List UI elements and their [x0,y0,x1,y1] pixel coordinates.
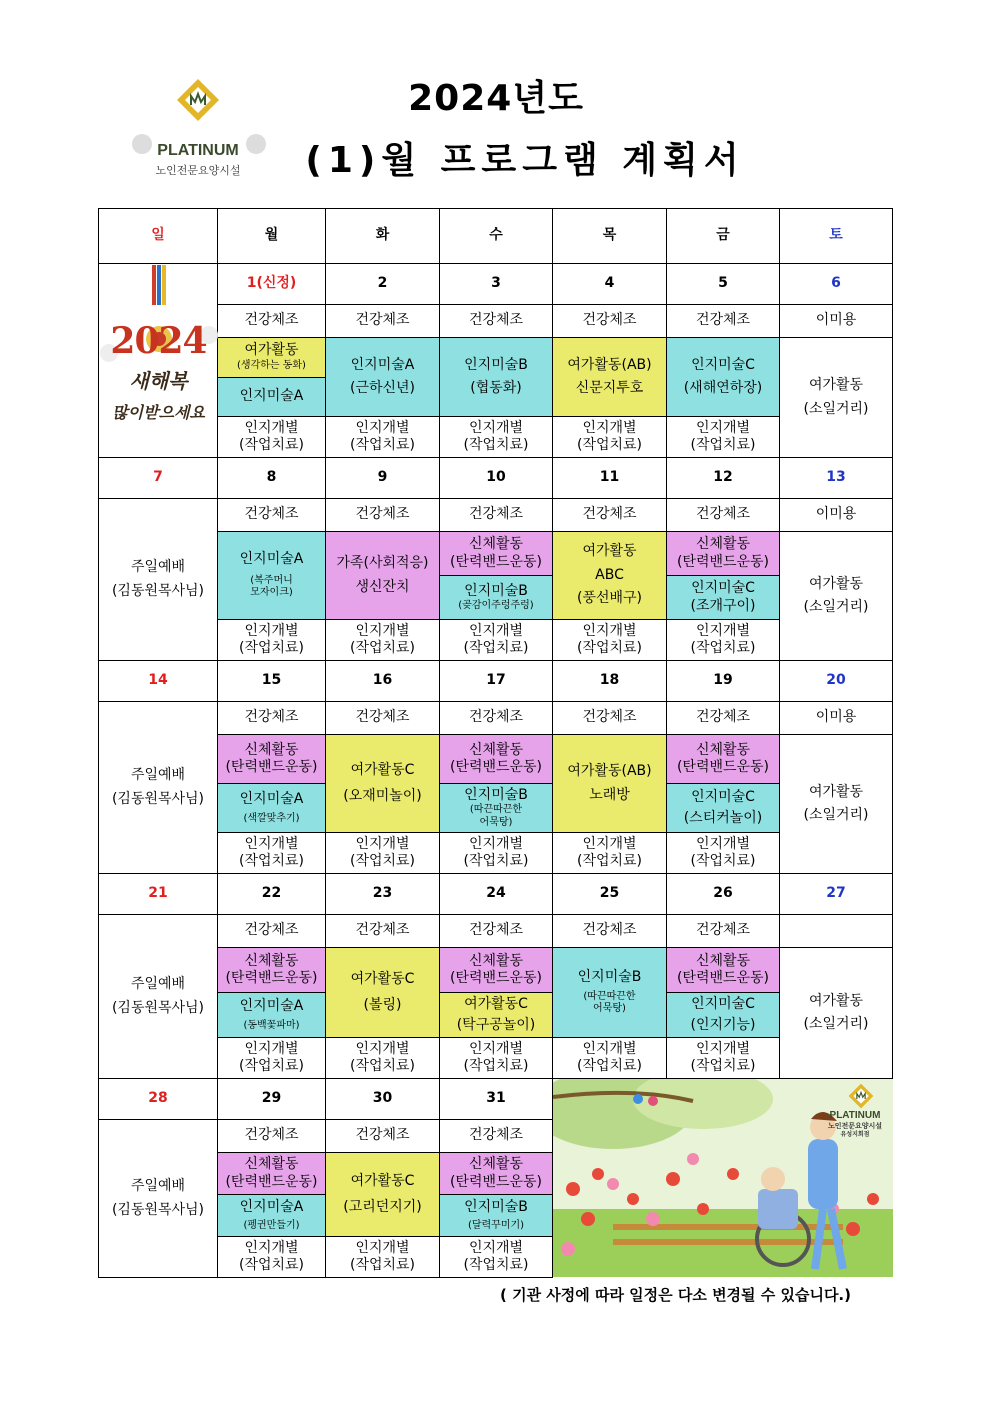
cognitive-label: 인지개별 [468,1040,524,1057]
week3-date-row [99,661,893,702]
cognitive-detail: (작업치료) [463,853,529,869]
date-27: 27 [780,874,893,915]
cognitive-detail: (작업치료) [349,437,416,453]
weekday-thu: 목 [553,209,667,264]
new-year-picture [99,264,218,458]
cognitive-label: 인지개별 [355,419,410,436]
activity-name: 여가활동C [350,762,415,778]
logo-name: PLATINUM [157,142,239,159]
exercise-cell: 건강체조 [218,499,326,532]
activity-name: 여가활동 [808,783,864,800]
cognitive-detail: (작업치료) [238,1058,305,1074]
activity-name: 여가활동 [244,342,299,359]
cognitive-detail: (작업치료) [349,1257,416,1273]
sunday-service-cell [99,499,218,661]
activity-detail: (탄력밴드운동) [676,759,770,775]
picture-logo-sub: 노인전문요양시설 [827,1122,883,1131]
activity-detail: 생신잔치 [355,578,410,595]
logo-subtitle: 노인전문요양시설 [155,164,241,177]
picture-year: 2024 [110,319,207,362]
activity-cell-16 [326,735,440,833]
activity-detail: (소일거리) [803,599,869,615]
date-11: 11 [553,458,667,499]
cognitive-label: 인지개별 [582,419,637,436]
activity-detail: (색깔맞추기) [243,812,300,824]
activity-cell-12 [667,532,780,620]
saturday-activity-cell [780,338,893,458]
activity-detail: (탄력밴드운동) [225,1173,318,1190]
activity-name: 신체활동 [468,741,524,758]
activity-detail: (김동원목사님) [111,999,205,1016]
activity-name: 주일예배 [130,559,186,575]
cognitive-cell [326,1038,440,1079]
cognitive-detail: (작업치료) [690,640,756,656]
date-2: 2 [326,264,440,305]
activity-name: 인지미술B [577,969,642,986]
cognitive-cell [440,417,553,458]
weekday-sun: 일 [99,209,218,264]
date-10: 10 [440,458,553,499]
cognitive-detail: (작업치료) [349,1058,416,1074]
activity-cell-25 [553,948,667,1038]
exercise-cell: 건강체조 [667,305,780,338]
cognitive-detail: (작업치료) [576,853,643,869]
cognitive-detail: (작업치료) [576,640,643,656]
cognitive-label: 인지개별 [695,1040,751,1057]
cognitive-label: 인지개별 [244,1239,299,1256]
activity-name: 여가활동C [464,995,528,1012]
activity-cell-23 [326,948,440,1038]
activity-name: 인지미술A [239,551,304,568]
exercise-cell: 건강체조 [218,702,326,735]
cognitive-detail: (작업치료) [349,853,416,869]
activity-detail: (복주머니 [250,574,293,586]
activity-detail: (탁구공놀이) [456,1017,536,1033]
cognitive-cell [218,833,326,874]
date-28: 28 [99,1079,218,1120]
activity-detail: (김동원목사님) [111,790,205,807]
monthly-program-table [98,208,893,1278]
activity-name: 인지미술B [464,582,528,599]
cognitive-cell [553,620,667,661]
date-5: 5 [667,264,780,305]
date-14: 14 [99,661,218,702]
activity-cell-17 [440,735,553,833]
activity-detail: 노래방 [589,786,630,803]
activity-detail: (탄력밴드운동) [449,1173,543,1190]
date-25: 25 [553,874,667,915]
cognitive-cell [440,1237,553,1278]
activity-name: 인지미술C [691,995,755,1012]
cognitive-label: 인지개별 [468,622,524,639]
date-31: 31 [440,1079,553,1120]
activity-name: 인지미술C [691,580,755,596]
empty-cell [780,915,893,948]
sunday-service-cell [99,702,218,874]
activity-detail: 어묵탕) [479,816,513,828]
activity-name: 가족(사회적응) [336,555,429,571]
cognitive-label: 인지개별 [695,622,751,639]
activity-cell-18 [553,735,667,833]
activity-cell-11 [553,532,667,620]
cognitive-label: 인지개별 [695,419,751,436]
date-17: 17 [440,661,553,702]
cognitive-label: 인지개별 [468,1239,524,1256]
cognitive-detail: (작업치료) [349,640,416,656]
activity-name: 여가활동(AB) [567,763,652,779]
cognitive-cell [553,417,667,458]
date-18: 18 [553,661,667,702]
date-1: 1(신정) [218,264,326,305]
activity-name: 여가활동(AB) [567,356,652,373]
activity-detail: (탄력밴드운동) [225,970,318,986]
cognitive-detail: (작업치료) [576,1058,643,1074]
caregiver-picture [553,1079,893,1278]
activity-cell-5 [667,338,780,417]
activity-detail: (스티커놀이) [683,810,763,826]
activity-name: 신체활동 [695,952,751,969]
activity-cell-30 [326,1153,440,1237]
date-13: 13 [780,458,893,499]
cognitive-detail: (작업치료) [690,1058,756,1074]
date-9: 9 [326,458,440,499]
exercise-cell: 건강체조 [218,305,326,338]
cognitive-detail: (작업치료) [238,640,305,656]
picture-greeting-1: 새해복 [129,368,188,393]
cognitive-label: 인지개별 [468,419,524,436]
activity-cell-19 [667,735,780,833]
activity-name: 신체활동 [695,741,751,758]
cognitive-detail: (작업치료) [238,437,305,453]
activity-cell-10 [440,532,553,620]
activity-detail: (탄력밴드운동) [676,553,770,570]
activity-detail: (오재미놀이) [343,787,422,804]
cognitive-cell [218,620,326,661]
activity-detail: (탄력밴드운동) [449,759,543,775]
activity-detail: (탄력밴드운동) [225,759,318,775]
date-29: 29 [218,1079,326,1120]
picture-greeting-2: 많이받으세요 [112,402,205,422]
activity-name: 신체활동 [468,1156,524,1172]
exercise-cell: 건강체조 [553,305,667,338]
activity-cell-31 [440,1153,553,1237]
date-30: 30 [326,1079,440,1120]
activity-name: 인지미술B [464,1198,528,1215]
haircut-cell: 이미용 [780,702,893,735]
activity-name: 신체활동 [468,952,524,969]
exercise-cell: 건강체조 [667,915,780,948]
cognitive-cell [326,620,440,661]
activity-detail: (따끈따끈한 [583,990,636,1002]
activity-name: 인지미술A [239,388,304,404]
cognitive-label: 인지개별 [355,835,410,852]
cognitive-label: 인지개별 [582,1040,637,1057]
activity-detail: (소일거리) [803,400,869,417]
picture-logo-diamond-icon [848,1083,874,1109]
date-21: 21 [99,874,218,915]
date-23: 23 [326,874,440,915]
activity-name: 주일예배 [130,976,186,992]
activity-detail: (펭귄만들기) [243,1220,300,1231]
activity-cell-8 [218,532,326,620]
activity-detail: (새해연하장) [683,380,763,396]
exercise-cell: 건강체조 [218,1120,326,1153]
week5-date-row [99,1079,893,1120]
activity-detail: (김동원목사님) [111,582,205,599]
exercise-cell: 건강체조 [218,915,326,948]
cognitive-detail: (작업치료) [690,437,756,453]
exercise-cell: 건강체조 [440,499,553,532]
activity-detail: (따끈따끈한 [469,804,523,816]
activity-name: 인지미술A [239,998,304,1014]
activity-cell-15 [218,735,326,833]
cognitive-cell [553,833,667,874]
cognitive-cell [667,833,780,874]
caregiver-illustration-icon [553,1079,893,1277]
haircut-cell: 이미용 [780,499,893,532]
date-26: 26 [667,874,780,915]
cognitive-label: 인지개별 [582,622,637,639]
cognitive-cell [440,833,553,874]
activity-detail: (소일거리) [803,807,869,823]
date-22: 22 [218,874,326,915]
activity-name: 인지미술A [350,356,415,373]
activity-name: 인지미술B [464,356,528,373]
exercise-cell: 건강체조 [667,499,780,532]
activity-detail: (달력꾸미기) [467,1220,525,1231]
cognitive-detail: (작업치료) [463,1058,529,1074]
week4-date-row [99,874,893,915]
cognitive-cell [326,833,440,874]
exercise-cell: 건강체조 [667,702,780,735]
sunday-service-cell [99,1120,218,1278]
activity-cell-3 [440,338,553,417]
activity-cell-2 [326,338,440,417]
exercise-cell: 건강체조 [326,1120,440,1153]
activity-detail: (탄력밴드운동) [449,970,543,986]
activity-name: 신체활동 [468,536,524,552]
week1-date-row [99,264,893,305]
date-12: 12 [667,458,780,499]
exercise-cell: 건강체조 [440,915,553,948]
activity-cell-4 [553,338,667,417]
cognitive-cell [218,417,326,458]
activity-name: 인지미술C [691,356,755,373]
activity-detail: (풍선배구) [576,590,643,607]
date-24: 24 [440,874,553,915]
saturday-activity-cell [780,735,893,874]
activity-detail: (고리던지기) [343,1198,422,1215]
sunday-service-cell [99,915,218,1079]
activity-cell-24 [440,948,553,1038]
date-16: 16 [326,661,440,702]
year-title: 2024년도 [408,78,584,119]
date-20: 20 [780,661,893,702]
activity-name: 인지미술A [239,791,304,807]
cognitive-detail: (작업치료) [576,437,643,453]
activity-detail: (볼링) [363,996,402,1013]
cognitive-detail: (작업치료) [238,853,305,869]
cognitive-detail: (작업치료) [463,640,529,656]
activity-name: 신체활동 [244,1156,299,1172]
haircut-cell: 이미용 [780,305,893,338]
activity-name: 인지미술A [239,1198,304,1215]
cognitive-label: 인지개별 [468,835,524,852]
cognitive-cell [440,1038,553,1079]
cognitive-label: 인지개별 [244,622,299,639]
activity-cell-1 [218,338,326,417]
activity-detail: (생각하는 동화) [237,359,306,371]
exercise-cell: 건강체조 [440,702,553,735]
cognitive-detail: (작업치료) [690,853,756,869]
activity-name: 주일예배 [130,1178,186,1194]
exercise-cell: 건강체조 [326,702,440,735]
activity-name: 신체활동 [244,952,299,969]
activity-name: 신체활동 [244,741,299,758]
activity-detail: 모자이크) [250,587,293,599]
cognitive-detail: (작업치료) [238,1257,305,1273]
activity-name: 여가활동C [350,971,415,987]
cognitive-label: 인지개별 [695,835,751,852]
cognitive-label: 인지개별 [244,419,299,436]
activity-detail: (소일거리) [803,1016,869,1032]
weekday-header-row [99,209,893,264]
picture-logo-sub2: 유성지회점 [840,1131,870,1139]
weekday-tue: 화 [326,209,440,264]
date-8: 8 [218,458,326,499]
activity-cell-22 [218,948,326,1038]
plan-title: (1)월 프로그램 계획서 [305,140,745,181]
picture-logo-name: PLATINUM [829,1110,881,1122]
activity-name: 여가활동 [808,992,864,1009]
activity-detail: (곶감이주렁주렁) [458,600,534,611]
exercise-cell: 건강체조 [440,305,553,338]
cognitive-label: 인지개별 [355,1040,410,1057]
cognitive-cell [218,1038,326,1079]
activity-detail: ABC [595,566,624,583]
exercise-cell: 건강체조 [326,915,440,948]
activity-name: 여가활동 [808,377,864,393]
weekday-mon: 월 [218,209,326,264]
cognitive-label: 인지개별 [355,1239,410,1256]
exercise-cell: 건강체조 [553,702,667,735]
weekday-sat: 토 [780,209,893,264]
activity-name: 인지미술B [464,786,528,803]
activity-detail: 신문지투호 [575,380,644,396]
activity-detail: (근하신년) [349,380,416,396]
cognitive-cell [326,1237,440,1278]
cognitive-cell [326,417,440,458]
exercise-cell: 건강체조 [326,305,440,338]
cognitive-cell [553,1038,667,1079]
exercise-cell: 건강체조 [553,499,667,532]
date-4: 4 [553,264,667,305]
activity-name: 주일예배 [130,767,186,783]
schedule-change-note: ( 기관 사정에 따라 일정은 다소 변경될 수 있습니다.) [500,1286,851,1304]
exercise-cell: 건강체조 [440,1120,553,1153]
date-19: 19 [667,661,780,702]
activity-name: 여가활동 [582,543,637,560]
exercise-cell: 건강체조 [326,499,440,532]
cognitive-label: 인지개별 [244,835,299,852]
activity-name: 여가활동C [350,1173,415,1189]
activity-detail: (탄력밴드운동) [676,970,770,986]
cognitive-label: 인지개별 [244,1040,299,1057]
cognitive-cell [218,1237,326,1278]
cognitive-cell [667,417,780,458]
activity-cell-26 [667,948,780,1038]
exercise-cell: 건강체조 [553,915,667,948]
cognitive-detail: (작업치료) [463,437,529,453]
cognitive-detail: (작업치료) [463,1257,529,1273]
weekday-fri: 금 [667,209,780,264]
weekday-wed: 수 [440,209,553,264]
activity-name: 인지미술C [691,788,755,805]
week2-date-row [99,458,893,499]
date-6: 6 [780,264,893,305]
date-15: 15 [218,661,326,702]
saturday-activity-cell [780,532,893,661]
saturday-activity-cell [780,948,893,1079]
cognitive-label: 인지개별 [582,835,637,852]
activity-detail: (동백꽃파마) [243,1019,300,1031]
activity-detail: (협동화) [470,380,522,396]
activity-cell-29 [218,1153,326,1237]
date-7: 7 [99,458,218,499]
cognitive-cell [667,620,780,661]
activity-detail: 어묵탕) [593,1003,626,1015]
cognitive-label: 인지개별 [355,622,410,639]
activity-detail: (인지기능) [690,1017,756,1033]
activity-cell-9 [326,532,440,620]
activity-detail: (조개구이) [690,597,756,614]
activity-name: 여가활동 [808,575,864,592]
activity-name: 신체활동 [695,536,751,552]
cognitive-cell [667,1038,780,1079]
cognitive-cell [440,620,553,661]
date-3: 3 [440,264,553,305]
activity-detail: (김동원목사님) [111,1201,205,1218]
activity-detail: (탄력밴드운동) [449,553,543,570]
